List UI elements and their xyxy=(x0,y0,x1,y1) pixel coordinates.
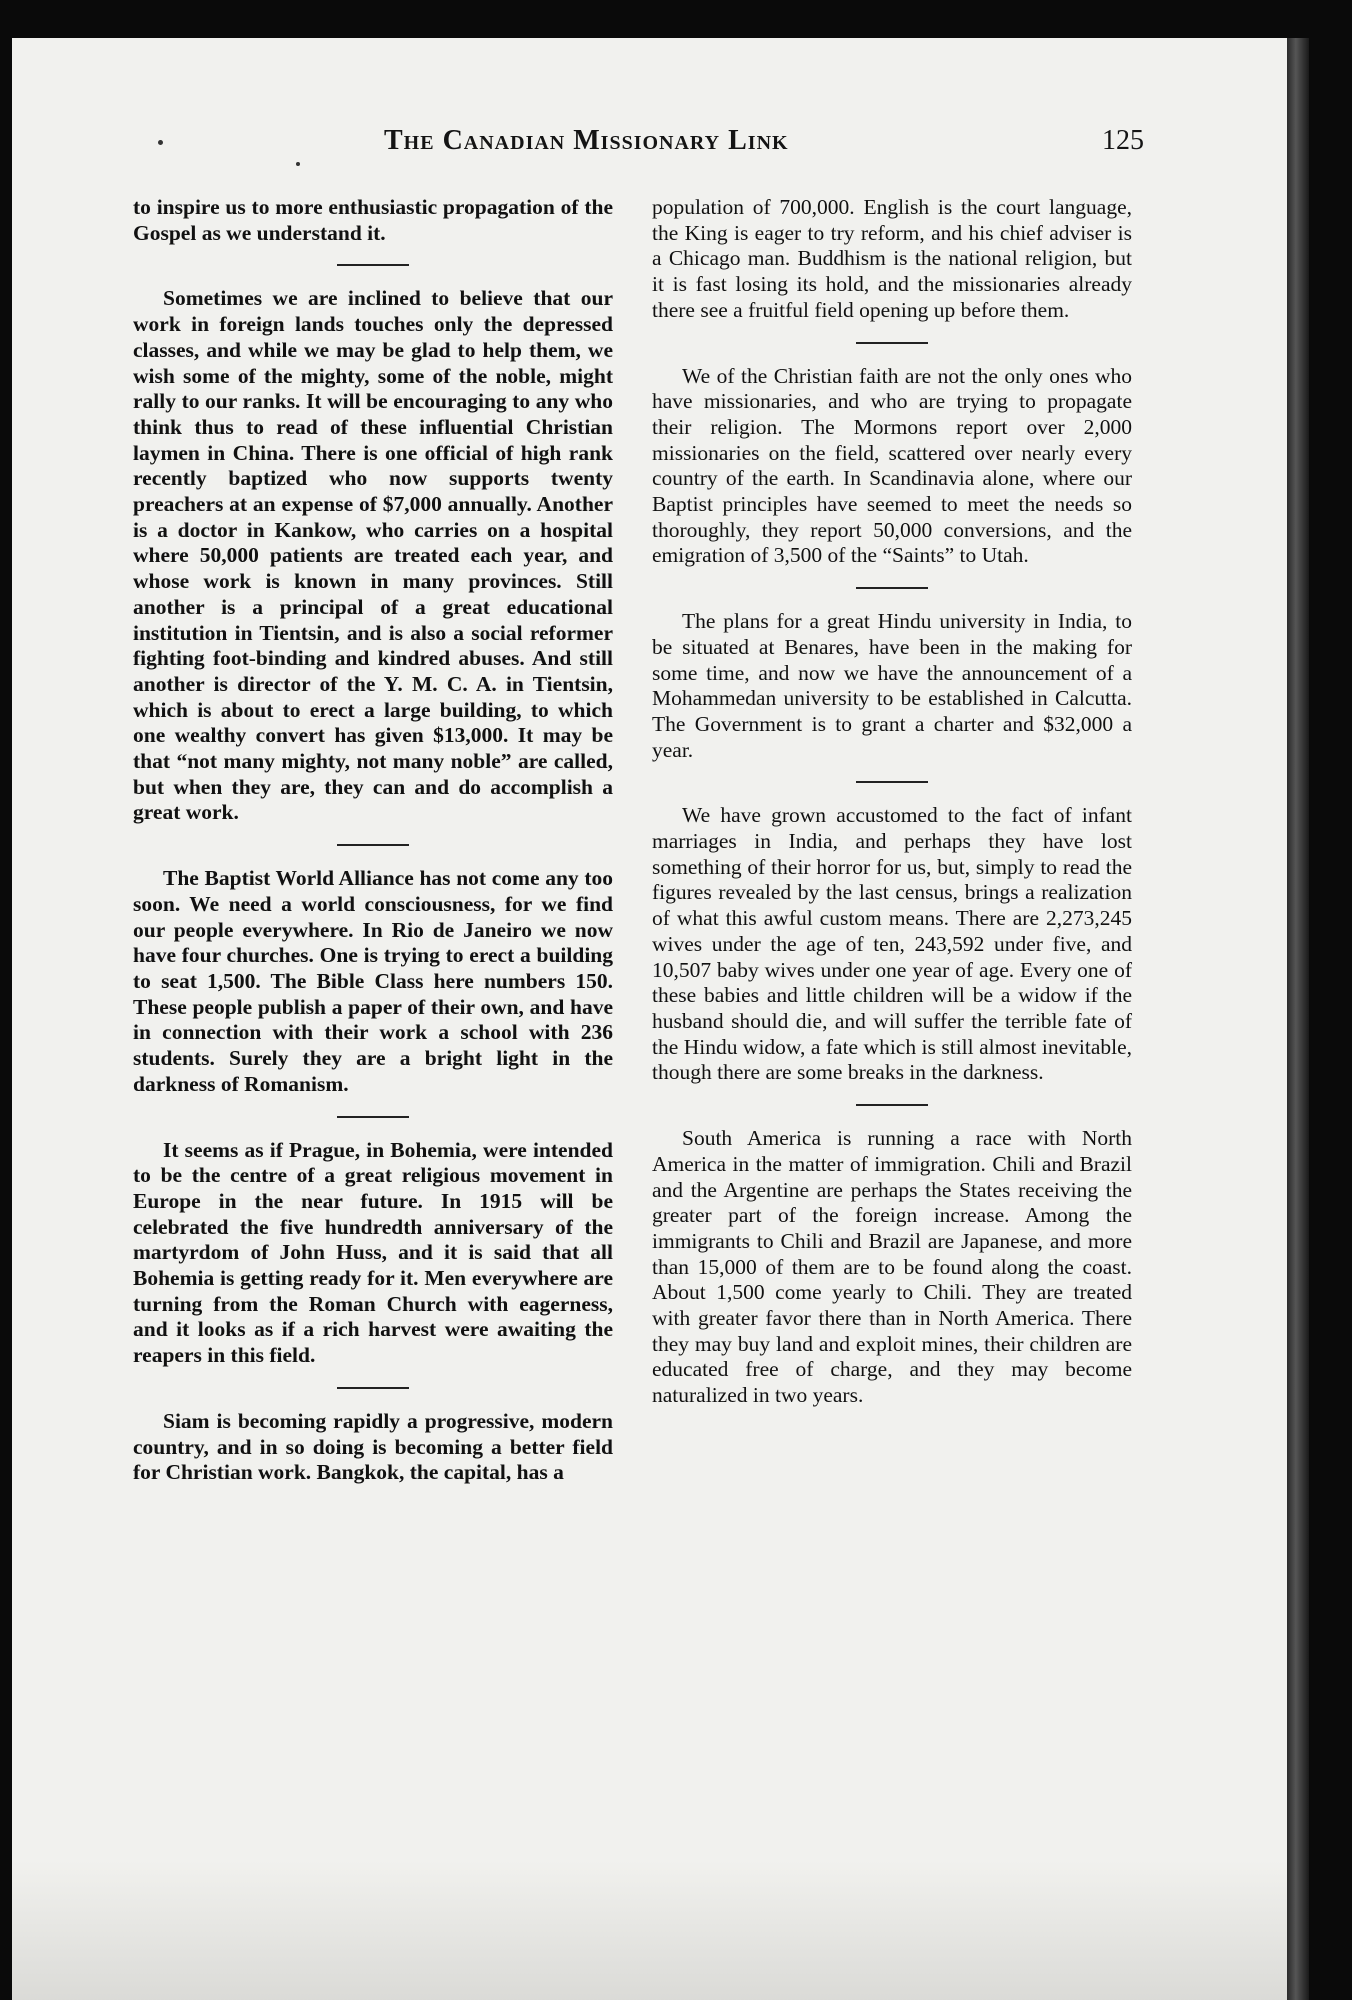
page-header xyxy=(384,125,1144,165)
section-divider xyxy=(337,844,409,846)
right-column xyxy=(652,195,1132,1409)
article-paragraph: population of 700,000. English is the court language, the King is eager to try reform, and his chief adviser is a Chicago man. Buddhism is the national religion, but it is fast losing its hold, and the missionaries already there see a fruitful field opening up before them. xyxy=(652,195,1132,322)
article-paragraph: The plans for a great Hindu university in India, to be situated at Benares, have been in the making for some time, and now we have the announcement of a Mohammedan university to be established in Calcutta. The Government is to grant a charter and $32,000 a year. xyxy=(652,609,1132,762)
running-title: The Canadian Missionary Link xyxy=(384,125,789,156)
article-paragraph: We of the Christian faith are not the only ones who have missionaries, and who are trying to propagate their religion. The Mormons report over 2,000 missionaries on the field, scattered over nearly every country of the earth. In Scandinavia alone, where our Baptist principles have seemed to meet the needs so thoroughly, they report 50,000 conversions, and the emigration of 3,500 of the “Saints” to Utah. xyxy=(652,363,1132,568)
section-divider xyxy=(337,1387,409,1389)
section-divider xyxy=(337,1116,409,1118)
section-divider xyxy=(856,587,928,589)
article-paragraph: The Baptist World Alliance has not come any too soon. We need a world consciousness, for we find our people everywhere. In Rio de Janeiro we now have four churches. One is trying to erect a building to seat 1,500. The Bible Class here numbers 150. These people publish a paper of their own, and have in connection with their work a school with 236 students. Surely they are a bright light in the darkness of Romanism. xyxy=(133,866,613,1096)
left-column xyxy=(133,195,613,1486)
article-paragraph: We have grown accustomed to the fact of infant marriages in India, and perhaps they have lost something of their horror for us, but, simply to read the figures revealed by the last census, brings a realization of what this awful custom means. There are 2,273,245 wives under the age of ten, 243,592 under five, and 10,507 baby wives under one year of age. Every one of these babies and little children will be a widow if the husband should die, and will suffer the terrible fate of the Hindu widow, a fate which is still almost inevitable, though there are some breaks in the darkness. xyxy=(652,803,1132,1085)
article-paragraph: Sometimes we are inclined to believe that our work in foreign lands touches only the depressed classes, and while we may be glad to help them, we wish some of the mighty, some of the noble, might rally to our ranks. It will be encouraging to any who think thus to read of these influential Christian laymen in China. There is one official of high rank recently baptized who now supports twenty preachers at an expense of $7,000 annually. Another is a doctor in Kankow, who carries on a hospital where 50,000 patients are treated each year, and whose work is known in many provinces. Still another is a principal of a great educational institution in Tientsin, and is also a social reformer fighting foot-binding and kindred abuses. And still another is director of the Y. M. C. A. in Tientsin, which is about to erect a large building, to which one wealthy convert has given $13,000. It may be that “not many mighty, not many noble” are called, but when they are, they can and do accomplish a great work. xyxy=(133,286,613,825)
section-divider xyxy=(856,1104,928,1106)
print-speck xyxy=(158,140,163,145)
binding-edge xyxy=(1287,38,1309,2000)
section-divider xyxy=(856,781,928,783)
article-paragraph: South America is running a race with North America in the matter of immigration. Chili and Brazil and the Argentine are perhaps the States receiving the greater part of the foreign increase. Among the immigrants to Chili and Brazil are Japanese, and more than 15,000 of them are to be found along the coast. About 1,500 come yearly to Chili. They are treated with greater favor there than in North America. There they may buy land and exploit mines, their children are educated free of charge, and they may become naturalized in two years. xyxy=(652,1126,1132,1408)
page-number: 125 xyxy=(1102,125,1144,156)
article-paragraph: to inspire us to more enthusiastic propagation of the Gospel as we understand it. xyxy=(133,195,613,245)
section-divider xyxy=(856,342,928,344)
section-divider xyxy=(337,264,409,266)
article-paragraph: Siam is becoming rapidly a progressive, modern country, and in so doing is becoming a better field for Christian work. Bangkok, the capital, has a xyxy=(133,1408,613,1485)
print-speck xyxy=(296,162,300,166)
article-paragraph: It seems as if Prague, in Bohemia, were intended to be the centre of a great religious movement in Europe in the near future. In 1915 will be celebrated the five hundredth anniversary of the martyrdom of John Huss, and it is said that all Bohemia is getting ready for it. Men everywhere are turning from the Roman Church with eagerness, and it looks as if a rich harvest were awaiting the reapers in this field. xyxy=(133,1137,613,1368)
